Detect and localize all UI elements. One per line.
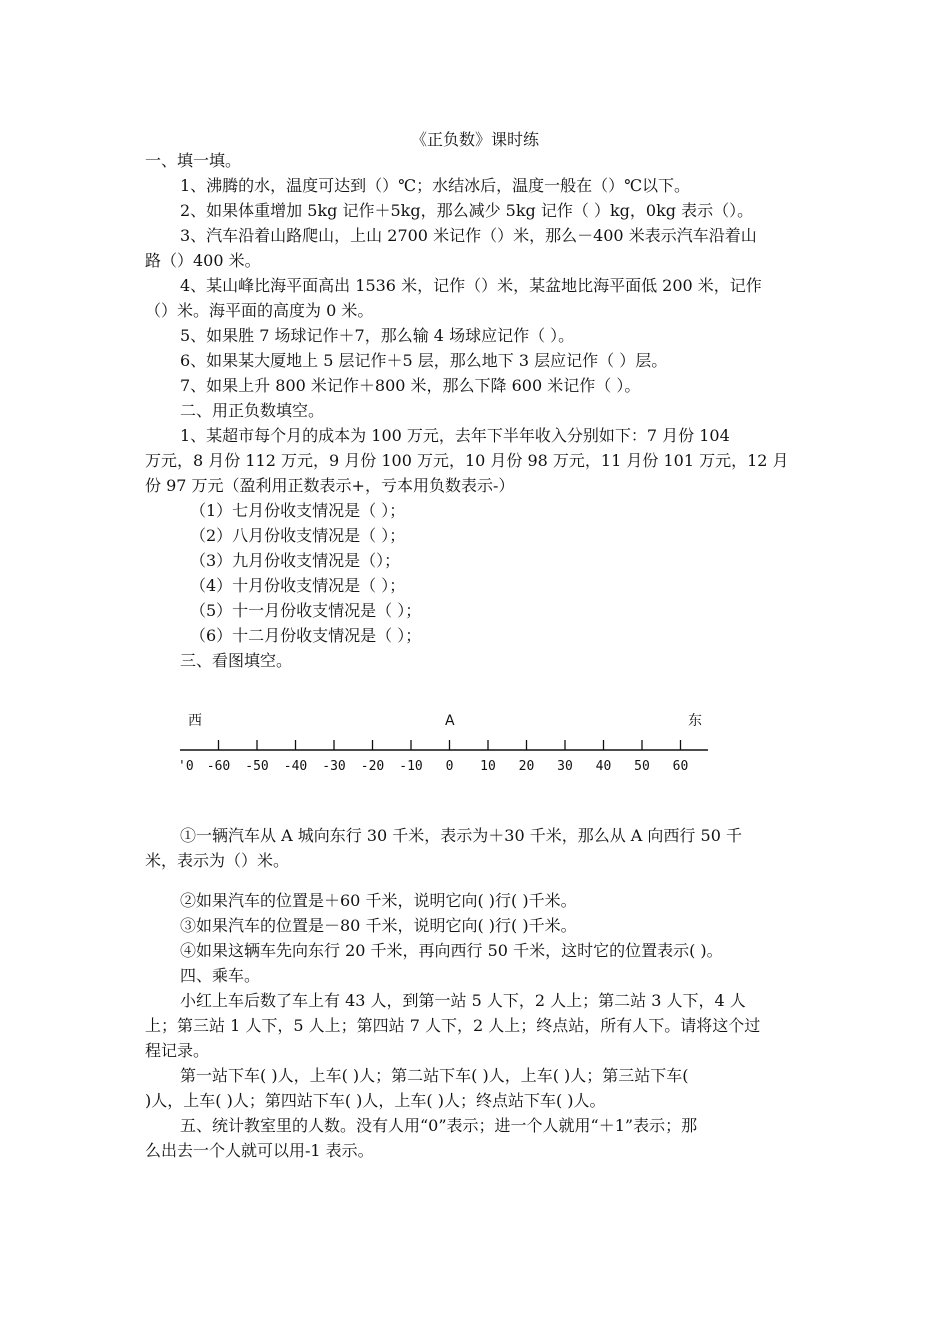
tick-label: 50	[634, 759, 650, 774]
tick-label: -60	[206, 759, 231, 774]
tick-label: -30	[322, 759, 346, 774]
number-line-svg	[170, 700, 730, 780]
s3-question-2: ②如果汽车的位置是＋60 千米，说明它向( )行( )千米。	[180, 891, 577, 910]
tick-label: 60	[672, 759, 689, 774]
tick-label: -50	[245, 759, 269, 774]
s2-intro-line-3: 份 97 万元（盈利用正数表示+，亏本用负数表示-）	[145, 476, 515, 495]
s1-question-7: 7、如果上升 800 米记作＋800 米，那么下降 600 米记作（ ）。	[180, 376, 641, 395]
s2-intro-line-2: 万元，8 月份 112 万元，9 月份 100 万元，10 月份 98 万元，11 月份 101 万元，12 月	[145, 451, 789, 470]
s3-question-3: ③如果汽车的位置是－80 千米，说明它向( )行( )千米。	[180, 916, 577, 935]
section4-heading: 四、乘车。	[180, 966, 261, 985]
section3-heading: 三、看图填空。	[180, 651, 293, 670]
s1-question-3-cont: 路（）400 米。	[145, 251, 261, 270]
tick-label: 40	[595, 759, 612, 774]
s2-item-3: （3）九月份收支情况是（）；	[190, 551, 401, 570]
s2-item-6: （6）十二月份收支情况是（ ）；	[190, 626, 422, 645]
tick-label: 20	[518, 759, 535, 774]
s1-question-4-cont: （）米。海平面的高度为 0 米。	[145, 301, 374, 320]
s2-item-2: （2）八月份收支情况是（ ）；	[190, 526, 406, 545]
s3-question-1: ①一辆汽车从 A 城向东行 30 千米，表示为＋30 千米，那么从 A 向西行 50 千	[180, 826, 742, 845]
s4-paragraph-line-1: 小红上车后数了车上有 43 人，到第一站 5 人下，2 人上；第二站 3 人下，4 人	[180, 991, 746, 1010]
west-label: 西	[188, 713, 202, 729]
section2-heading: 二、用正负数填空。	[180, 401, 325, 420]
s3-question-1-cont: 米，表示为（）米。	[145, 851, 290, 870]
tick-label: -40	[283, 759, 308, 774]
s4-paragraph-line-3: 程记录。	[145, 1041, 210, 1060]
tick-label: -20	[360, 759, 385, 774]
number-line-figure	[170, 700, 730, 780]
s1-question-1: 1、沸腾的水，温度可达到（）℃；水结冰后，温度一般在（）℃以下。	[180, 176, 690, 195]
tick-label: -10	[399, 759, 423, 774]
s4-record-line-2: )人，上车( )人；第四站下车( )人，上车( )人；终点站下车( )人。	[145, 1091, 606, 1110]
s1-question-6: 6、如果某大厦地上 5 层记作＋5 层，那么地下 3 层应记作（ ）层。	[180, 351, 668, 370]
s2-item-4: （4）十月份收支情况是（ ）；	[190, 576, 406, 595]
s2-item-5: （5）十一月份收支情况是（ ）；	[190, 601, 422, 620]
section1-heading: 一、填一填。	[145, 151, 242, 170]
s1-question-5: 5、如果胜 7 场球记作＋7，那么输 4 场球应记作（ ）。	[180, 326, 575, 345]
s1-question-4: 4、某山峰比海平面高出 1536 米，记作（）米，某盆地比海平面低 200 米，记作	[180, 276, 762, 295]
tick-label: 10	[480, 759, 496, 774]
east-label: 东	[688, 713, 702, 729]
origin-label: A	[445, 713, 455, 729]
tick-label: 30	[557, 759, 573, 774]
tick-label: 0	[445, 759, 454, 774]
s4-record-line-1: 第一站下车( )人，上车( )人；第二站下车( )人，上车( )人；第三站下车(	[180, 1066, 689, 1085]
page-title: 《正负数》课时练	[410, 130, 539, 149]
section5-heading-cont: 么出去一个人就可以用-1 表示。	[145, 1141, 374, 1160]
s4-paragraph-line-2: 上；第三站 1 人下，5 人上；第四站 7 人下，2 人上；终点站，所有人下。请将这个过	[145, 1016, 761, 1035]
section5-heading: 五、统计教室里的人数。没有人用“0”表示；进一个人就用“＋1”表示；那	[180, 1116, 698, 1135]
tick-label: '0	[178, 759, 194, 774]
s1-question-3: 3、汽车沿着山路爬山，上山 2700 米记作（）米，那么－400 米表示汽车沿着山	[180, 226, 757, 245]
s2-intro-line-1: 1、某超市每个月的成本为 100 万元，去年下半年收入分别如下：7 月份 104	[180, 426, 730, 445]
s1-question-2: 2、如果体重增加 5kg 记作＋5kg，那么减少 5kg 记作（ ）kg，0kg 表示（）。	[180, 201, 754, 220]
tick-group	[178, 740, 688, 774]
s2-item-1: （1）七月份收支情况是（ ）；	[190, 501, 406, 520]
s3-question-4: ④如果这辆车先向东行 20 千米，再向西行 50 千米，这时它的位置表示( )。	[180, 941, 723, 960]
